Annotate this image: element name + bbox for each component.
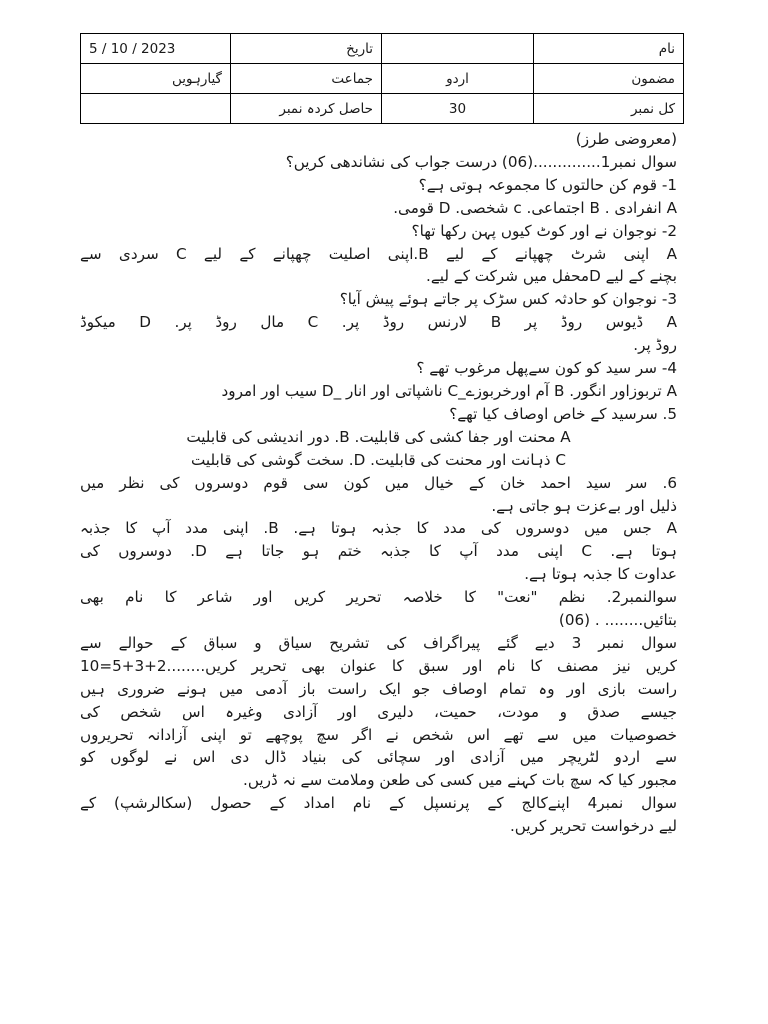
obtained-marks-value: [81, 94, 231, 124]
mcq-6-options-cont: ہوتا ہے. C اپنی مدد آپ کا جذبہ ختم ہو جاتا ہے D. دوسروں کی: [80, 542, 677, 561]
mcq-6-options-end: عداوت کا جذبہ ہوتا ہے.: [524, 565, 677, 584]
header-row-1: [81, 34, 684, 64]
class-label: جماعت: [231, 64, 382, 94]
header-row-3: [81, 94, 684, 124]
question-2: سوالنمبر2. نظم "نعت" کا خلاصہ تحریر کریں اور شاعر کا نام بھی: [80, 588, 677, 607]
mcq-3-options: A ڈیوس روڈ پر B لارنس روڈ پر. C مال روڈ پر. D میکوڈ: [80, 313, 677, 332]
mcq-3-options-cont: روڈ پر.: [633, 336, 677, 355]
question-2-cont: بتائیں........ . (06): [558, 611, 677, 630]
passage-line-5: مجبور کیا کہ سچ بات کہنے میں کسی کی طعن وملامت سے نہ ڈریں.: [243, 771, 677, 790]
mcq-5-options-cd: C ذہانت اور محنت کی قابلیت. D. سخت گوشی کی قابلیت: [191, 450, 566, 469]
mcq-4-question: 4- سر سید کو کون سےپھل مرغوب تھے ؟: [416, 359, 677, 378]
mcq-3-question: 3- نوجوان کو حادثہ کس سڑک پر جاتے ہوئے پیش آیا؟: [339, 290, 677, 309]
mcq-2-options: A اپنی شرٹ چھپانے کے لیے B.اپنی اصلیت چھپانے کے لیے C سردی سے: [80, 244, 677, 263]
name-label: نام: [534, 34, 684, 64]
question-4-cont: لیے درخواست تحریر کریں.: [509, 817, 677, 836]
mcq-6-question-cont: ذلیل اور بےعزت ہو جاتی ہے.: [491, 496, 677, 515]
total-marks-value: 30: [382, 94, 534, 124]
mcq-2-options-cont: بچنے کے لیے Dمحفل میں شرکت کے لیے.: [426, 267, 677, 286]
section-heading: (معروضی طرز): [575, 130, 677, 148]
exam-body: [80, 128, 677, 838]
passage-line-3: خصوصیات میں سے تھے اس شخص نے اگر سچ پوچھے تو اپنی آزادانہ تحریروں: [80, 725, 677, 744]
name-value: [382, 34, 534, 64]
subject-label: مضمون: [534, 64, 684, 94]
mcq-1-options: A انفرادی . B اجتماعی. c شخصی. D قومی.: [393, 198, 677, 217]
question-4: سوال نمبر4 اپنےکالج کے پرنسپل کے نام امداد کے حصول (سکالرشپ) کے: [80, 794, 677, 813]
question-3-cont: کریں نیز مصنف کا نام اور سبق کا عنوان بھی تحریر کریں........2+3+5=10: [80, 656, 677, 675]
question-1-heading: سوال نمبر1..............(06) درست جواب کی نشاندھی کریں؟: [285, 152, 677, 171]
mcq-6-options: A جس میں دوسروں کی مدد کا جذبہ ہوتا ہے. B. اپنی مدد آپ کا جذبہ: [80, 519, 677, 538]
passage-line-2: جیسے صدق و مودت، حمیت، دلیری اور آزادی وغیرہ اس شخص کی: [80, 702, 677, 721]
header-table: [80, 33, 684, 124]
mcq-1-question: 1- قوم کن حالتوں کا مجموعہ ہوتی ہے؟: [418, 175, 677, 194]
question-3: سوال نمبر 3 دیے گئے پیراگراف کی تشریح سیاق و سباق کے حوالے سے: [80, 633, 677, 652]
date-label: تاریخ: [231, 34, 382, 64]
class-value: گیارہویں: [81, 64, 231, 94]
mcq-4-options: A تربوزاور انگور. B آم اورخربوزے_C ناشپاتی اور انار _D سیب اور امرود: [221, 381, 677, 400]
mcq-2-question: 2- نوجوان نے اور کوٹ کیوں پہن رکھا تھا؟: [411, 221, 677, 240]
passage-line-1: راست بازی اور وہ تمام اوصاف جو ایک راست باز آدمی میں ہونے ضروری ہیں: [80, 679, 677, 698]
mcq-5-options-ab: A محنت اور جفا کشی کی قابلیت. B. دور اندیشی کی قابلیت: [186, 427, 571, 446]
date-value: 5 / 10 / 2023: [81, 34, 231, 64]
mcq-5-question: 5. سرسید کے خاص اوصاف کیا تھے؟: [449, 404, 677, 423]
total-marks-label: کل نمبر: [534, 94, 684, 124]
obtained-marks-label: حاصل کردہ نمبر: [231, 94, 382, 124]
mcq-6-question: 6. سر سید احمد خان کے خیال میں کون سی قوم دوسروں کی نظر میں: [80, 473, 677, 492]
passage-line-4: سے اردو لٹریچر میں آزادی اور سچائی کی بنیاد ڈال دی اس نے لوگوں کو: [80, 748, 677, 767]
subject-value: اردو: [382, 64, 534, 94]
header-row-2: [81, 64, 684, 94]
